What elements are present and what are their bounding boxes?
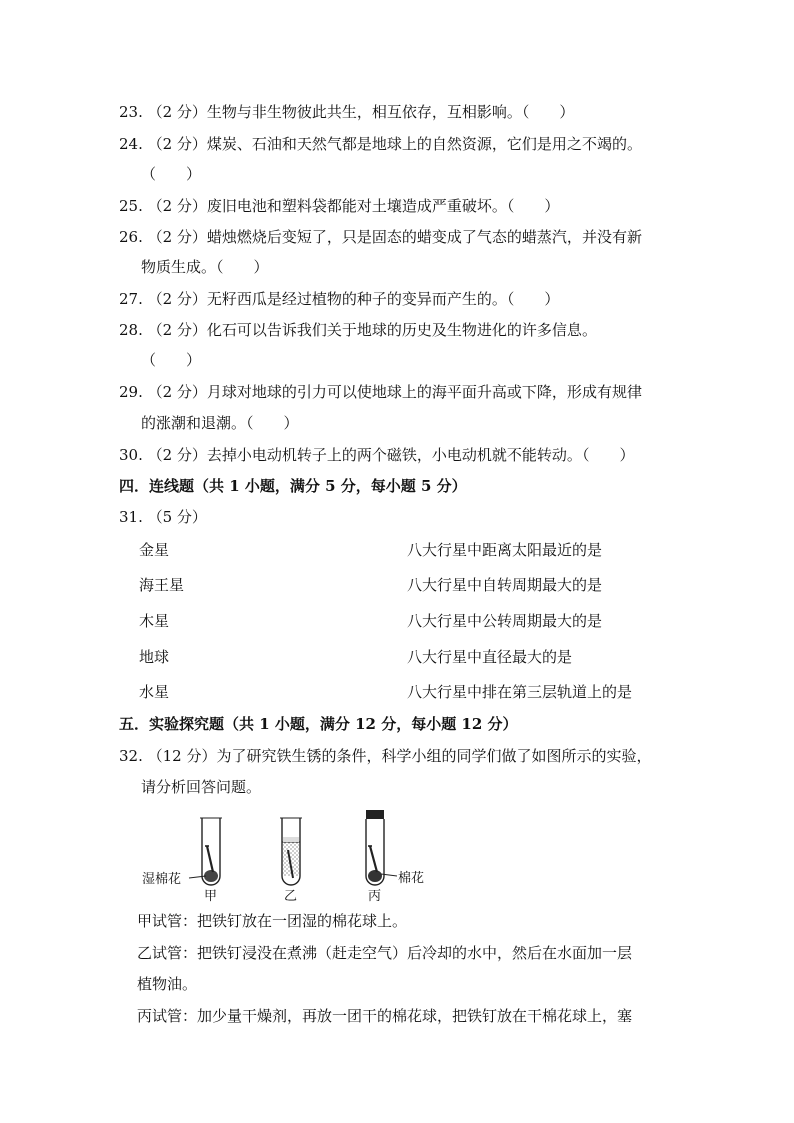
question-32: 32. （12 分）为了研究铁生锈的条件，科学小组的同学们做了如图所示的实验， [119,747,652,765]
planet-earth: 地球 [139,648,170,666]
description-4: 八大行星中直径最大的是 [407,648,573,666]
iron-nail [370,846,377,872]
test-tube-yi [280,818,302,885]
planet-jupiter: 木星 [139,612,170,630]
question-31: 31. （5 分） [119,508,207,526]
stopper [366,810,384,819]
question-27: 27. （2 分）无籽西瓜是经过植物的种子的变异而产生的。（ ） [119,290,560,308]
test-tube-jia [200,818,222,885]
tube-yi-description-cont: 植物油。 [137,975,198,993]
question-26-cont: 物质生成。（ ） [141,258,269,276]
section-4-title: 四．连线题（共 1 小题，满分 5 分，每小题 5 分） [119,477,467,495]
iron-nail [207,846,213,872]
test-tube-figure [130,808,440,904]
description-2: 八大行星中自转周期最大的是 [407,576,603,594]
question-25: 25. （2 分）废旧电池和塑料袋都能对土壤造成严重破坏。（ ） [119,197,560,215]
question-29: 29. （2 分）月球对地球的引力可以使地球上的海平面升高或下降，形成有规律 [119,383,642,401]
description-1: 八大行星中距离太阳最近的是 [407,541,603,559]
tube-yi-description: 乙试管：把铁钉浸没在煮沸（赶走空气）后冷却的水中，然后在水面加一层 [137,944,633,962]
label-cotton: 棉花 [398,871,425,886]
question-32-cont: 请分析回答问题。 [141,778,262,796]
planet-venus: 金星 [139,541,170,559]
question-23: 23. （2 分）生物与非生物彼此共生，相互依存，互相影响。（ ） [119,103,575,121]
question-26: 26. （2 分）蜡烛燃烧后变短了，只是固态的蜡变成了气态的蜡蒸汽，并没有新 [119,228,642,246]
wet-cotton-ball [204,870,218,882]
label-wet-cotton: 湿棉花 [142,872,182,887]
label-jia: 甲 [204,889,218,904]
question-30: 30. （2 分）去掉小电动机转子上的两个磁铁，小电动机就不能转动。（ ） [119,446,635,464]
question-24-cont: （ ） [141,165,202,183]
question-28-cont: （ ） [141,351,202,369]
planet-neptune: 海王星 [139,576,185,594]
question-28: 28. （2 分）化石可以告诉我们关于地球的历史及生物进化的许多信息。 [119,321,597,339]
planet-mercury: 水星 [139,683,170,701]
description-5: 八大行星中排在第三层轨道上的是 [407,683,633,701]
desiccant [368,870,382,882]
tube-bing-description: 丙试管：加少量干燥剂，再放一团干的棉花球，把铁钉放在干棉花球上，塞 [137,1007,633,1025]
label-yi: 乙 [284,889,298,904]
question-24: 24. （2 分）煤炭、石油和天然气都是地球上的自然资源，它们是用之不竭的。 [119,135,642,153]
tube-jia-description: 甲试管：把铁钉放在一团湿的棉花球上。 [137,912,408,930]
label-bing: 丙 [368,889,382,904]
question-29-cont: 的涨潮和退潮。（ ） [141,414,299,432]
oil-layer [283,837,299,842]
section-5-title: 五．实验探究题（共 1 小题，满分 12 分，每小题 12 分） [119,715,518,733]
description-3: 八大行星中公转周期最大的是 [407,612,603,630]
